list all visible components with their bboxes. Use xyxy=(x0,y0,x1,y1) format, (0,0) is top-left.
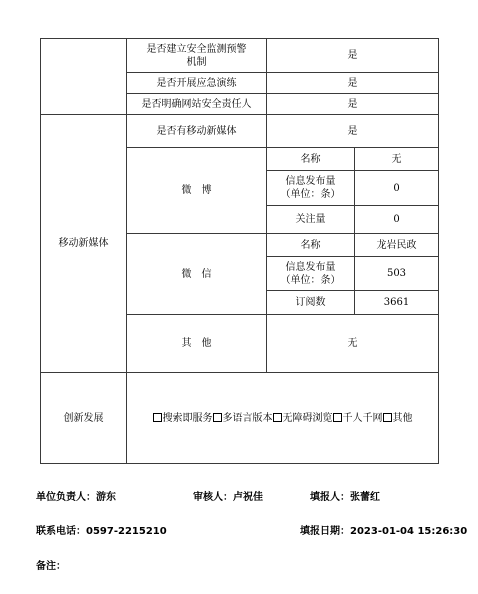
checkbox-icon xyxy=(213,413,222,422)
weibo-posts-value: 0 xyxy=(355,171,439,206)
monitoring-label-line1: 是否建立安全监测预警 xyxy=(146,43,247,55)
mobile-media-section-label: 移动新媒体 xyxy=(41,115,127,373)
weibo-followers-label: 关注量 xyxy=(267,206,355,234)
innovation-option-label: 其他 xyxy=(392,412,413,424)
monitoring-label-line2: 机制 xyxy=(186,56,207,68)
drill-value: 是 xyxy=(267,73,439,94)
innovation-option-label: 搜索即服务 xyxy=(162,412,213,424)
checkbox-icon xyxy=(333,413,342,422)
wechat-posts-label-line1: 信息发布量 xyxy=(285,261,336,273)
innovation-option-label: 无障碍浏览 xyxy=(282,412,333,424)
other-value: 无 xyxy=(267,315,439,373)
filler: 填报人：张蕾红 xyxy=(310,492,380,503)
weibo-name-value: 无 xyxy=(355,148,439,171)
checkbox-icon xyxy=(383,413,392,422)
fill-date: 填报日期：2023-01-04 15:26:30 xyxy=(300,526,468,537)
innovation-option-label: 多语言版本 xyxy=(222,412,273,424)
table-row xyxy=(41,115,439,148)
drill-label: 是否开展应急演练 xyxy=(127,73,267,94)
innovation-option-label: 千人千网 xyxy=(342,412,383,424)
wechat-subscribers-label: 订阅数 xyxy=(267,291,355,315)
reviewer: 审核人：卢祝佳 xyxy=(193,492,263,503)
wechat-posts-label-cell xyxy=(267,257,355,291)
monitoring-label-cell xyxy=(127,39,267,73)
innovation-options-cell xyxy=(127,373,439,464)
innovation-options xyxy=(153,413,413,424)
report-table xyxy=(40,38,439,464)
wechat-label: 微 信 xyxy=(127,234,267,315)
weibo-posts-label-line2: （单位：条） xyxy=(280,189,341,200)
security-section-cell xyxy=(41,39,127,115)
table-row xyxy=(41,39,439,73)
innovation-option xyxy=(383,412,413,425)
innovation-option xyxy=(273,412,333,425)
innovation-option xyxy=(213,412,273,425)
wechat-posts-value: 503 xyxy=(355,257,439,291)
table-row xyxy=(41,373,439,464)
weibo-name-label: 名称 xyxy=(267,148,355,171)
monitoring-value: 是 xyxy=(267,39,439,73)
wechat-name-value: 龙岩民政 xyxy=(355,234,439,257)
weibo-label: 微 博 xyxy=(127,148,267,234)
wechat-posts-label-line2: （单位：条） xyxy=(280,274,341,286)
innovation-option xyxy=(153,412,213,425)
wechat-subscribers-value: 3661 xyxy=(355,291,439,315)
innovation-label: 创新发展 xyxy=(41,373,127,464)
has-media-value: 是 xyxy=(267,115,439,148)
remarks-label: 备注： xyxy=(36,561,66,572)
responsible-label: 是否明确网站安全责任人 xyxy=(127,94,267,115)
wechat-name-label: 名称 xyxy=(267,234,355,257)
other-label: 其 他 xyxy=(127,315,267,373)
checkbox-icon xyxy=(273,413,282,422)
checkbox-icon xyxy=(153,413,162,422)
unit-head: 单位负责人：游东 xyxy=(36,492,116,503)
innovation-option xyxy=(333,412,383,425)
weibo-followers-value: 0 xyxy=(355,206,439,234)
contact-phone: 联系电话：0597-2215210 xyxy=(36,526,167,537)
responsible-value: 是 xyxy=(267,94,439,115)
weibo-posts-label-line1: 信息发布量 xyxy=(285,176,336,187)
weibo-posts-label-cell xyxy=(267,171,355,206)
has-media-label: 是否有移动新媒体 xyxy=(127,115,267,148)
